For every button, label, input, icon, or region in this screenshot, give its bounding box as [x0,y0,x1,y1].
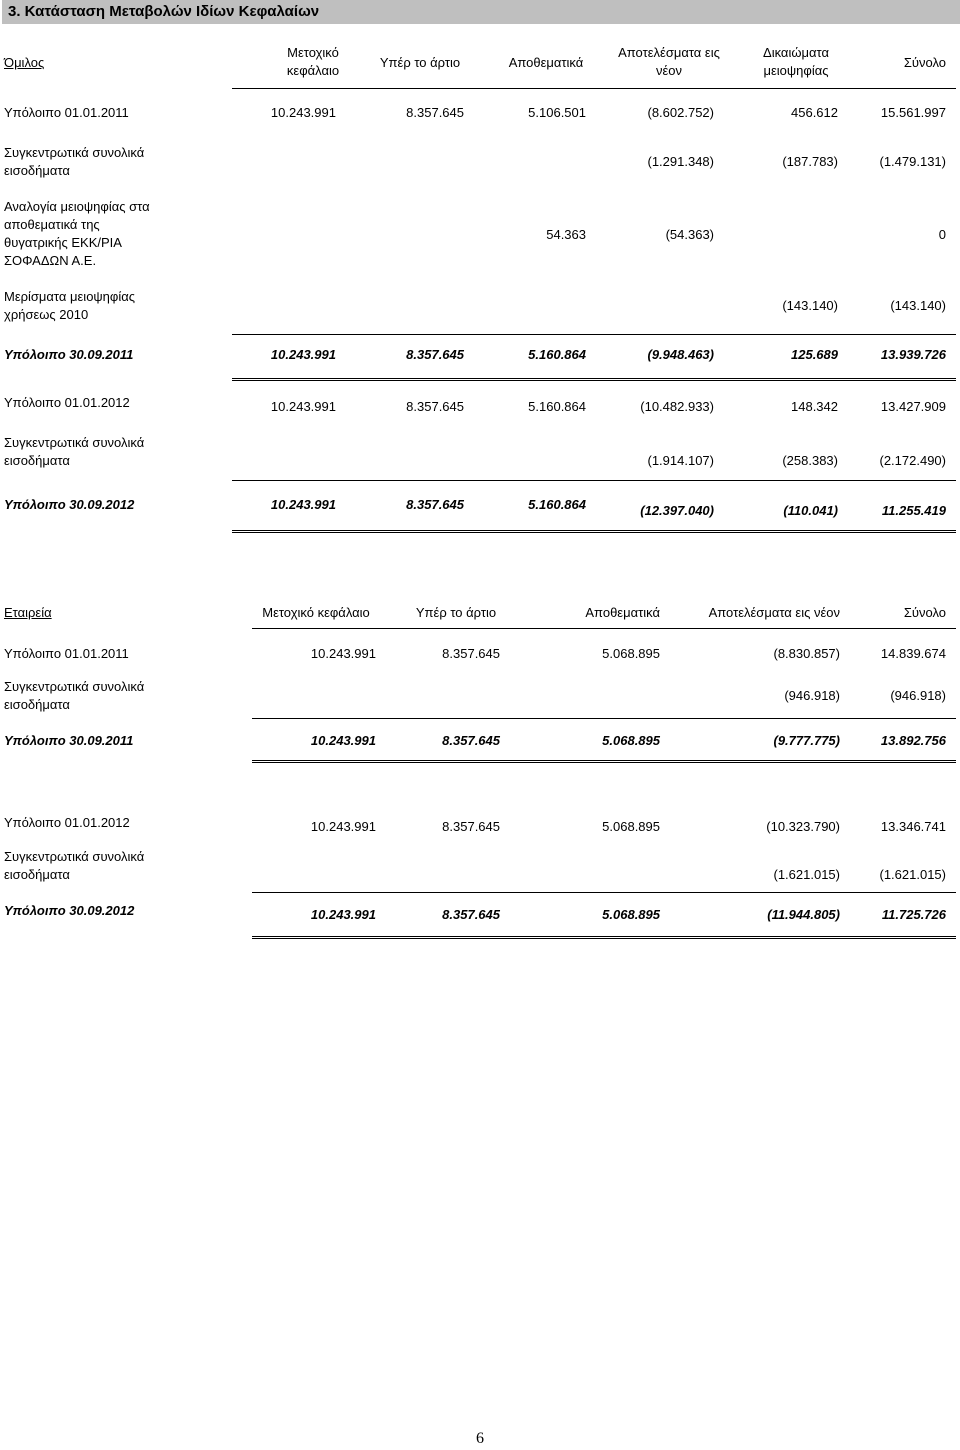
cell: 5.068.895 [602,819,660,834]
cell: (11.944.805) [767,907,840,922]
cell: (2.172.490) [879,453,946,468]
header-rule [252,628,956,629]
total-double-rule [232,530,956,533]
cell: (8.602.752) [647,105,714,120]
company-header-share-capital: Μετοχικό κεφάλαιο [262,605,370,620]
cell: 5.068.895 [602,733,660,748]
cell: 8.357.645 [406,347,464,362]
row-label: Μερίσματα μειοψηφίας χρήσεως 2010 [4,289,136,322]
row-label: Συγκεντρωτικά συνολικά εισοδήματα [4,145,145,178]
total-double-rule [232,378,956,381]
cell: 8.357.645 [442,907,500,922]
cell: (258.383) [782,453,838,468]
group-header-minority-interests: Δικαιώματα μειοψηφίας [763,45,829,78]
subtotal-rule [232,480,956,481]
row-label: Υπόλοιπο 30.09.2012 [4,497,135,512]
cell: 15.561.997 [880,105,946,120]
company-label: Εταιρεία [4,605,52,620]
group-header-total: Σύνολο [903,55,946,70]
company-header-total: Σύνολο [903,605,946,620]
cell: 8.357.645 [406,105,464,120]
cell: (187.783) [782,154,838,169]
cell: 8.357.645 [406,399,464,414]
cell: 456.612 [791,105,838,120]
cell: (1.479.131) [879,154,946,169]
row-label: Υπόλοιπο 01.01.2011 [4,105,129,120]
row-label: Υπόλοιπο 01.01.2012 [4,395,130,410]
cell: 5.068.895 [602,646,660,661]
company-header-share-premium: Υπέρ το άρτιο [415,605,497,620]
cell: (946.918) [784,688,840,703]
group-header-share-capital: Μετοχικό κεφάλαιο [286,45,340,78]
row-label: Συγκεντρωτικά συνολικά εισοδήματα [4,679,145,712]
cell: (1.621.015) [879,867,946,882]
row-label: Αναλογία μειοψηφίας στα αποθεματικά της θυγατρικής ΕΚΚ/ΡΙΑ ΣΟΦΑΔΩΝ Α.Ε. [4,199,150,268]
cell: (143.140) [782,298,838,313]
cell: (1.621.015) [773,867,840,882]
cell: 13.346.741 [880,819,946,834]
group-label: Όμιλος [4,55,45,70]
page-number: 6 [476,1430,484,1447]
cell: (9.777.775) [773,733,840,748]
company-header-reserves: Αποθεματικά [585,605,660,620]
company-header-retained-earnings: Αποτελέσματα εις νέον [708,605,840,620]
cell: 10.243.991 [310,907,376,922]
cell: 11.725.726 [881,907,946,922]
row-label: Υπόλοιπο 30.09.2011 [4,733,134,748]
cell: 5.106.501 [528,105,586,120]
cell: 10.243.991 [270,105,336,120]
cell: 10.243.991 [310,733,376,748]
cell: 10.243.991 [270,497,336,512]
cell: (10.482.933) [640,399,714,414]
row-label: Υπόλοιπο 01.01.2011 [4,646,129,661]
cell: 5.160.864 [528,497,586,512]
cell: (143.140) [890,298,946,313]
cell: (54.363) [665,227,714,242]
row-label: Συγκεντρωτικά συνολικά εισοδήματα [4,435,145,468]
row-label: Συγκεντρωτικά συνολικά εισοδήματα [4,849,145,882]
group-header-share-premium: Υπέρ το άρτιο [379,55,461,70]
cell: 125.689 [791,347,838,362]
row-label: Υπόλοιπο 30.09.2012 [4,903,135,918]
row-label: Υπόλοιπο 01.01.2012 [4,815,130,830]
cell: 10.243.991 [310,819,376,834]
cell: 5.160.864 [528,347,586,362]
cell: 8.357.645 [442,733,500,748]
cell: (8.830.857) [773,646,840,661]
cell: 13.939.726 [880,347,946,362]
cell: (12.397.040) [640,503,714,518]
total-double-rule [252,936,956,939]
cell: 54.363 [546,227,586,242]
page-title: 3. Κατάσταση Μεταβολών Ιδίων Κεφαλαίων [2,0,960,24]
cell: 10.243.991 [270,347,336,362]
cell: (10.323.790) [766,819,840,834]
group-header-retained-earnings: Αποτελέσματα εις νέον [618,45,720,78]
cell: 10.243.991 [310,646,376,661]
header-rule [232,88,956,89]
cell: 8.357.645 [442,819,500,834]
cell: (1.291.348) [647,154,714,169]
cell: 13.892.756 [880,733,946,748]
cell: (110.041) [783,503,838,518]
subtotal-rule [252,892,956,893]
subtotal-rule [252,718,956,719]
cell: 5.160.864 [528,399,586,414]
cell: 148.342 [791,399,838,414]
cell: 11.255.419 [881,503,946,518]
cell: 14.839.674 [880,646,946,661]
row-label: Υπόλοιπο 30.09.2011 [4,347,134,362]
group-header-reserves: Αποθεματικά [508,55,584,70]
cell: (946.918) [890,688,946,703]
cell: 8.357.645 [406,497,464,512]
cell: (1.914.107) [647,453,714,468]
total-double-rule [252,760,956,763]
cell: (9.948.463) [647,347,714,362]
cell: 8.357.645 [442,646,500,661]
cell: 0 [938,227,946,242]
subtotal-rule [232,334,956,335]
cell: 10.243.991 [270,399,336,414]
cell: 13.427.909 [880,399,946,414]
cell: 5.068.895 [602,907,660,922]
